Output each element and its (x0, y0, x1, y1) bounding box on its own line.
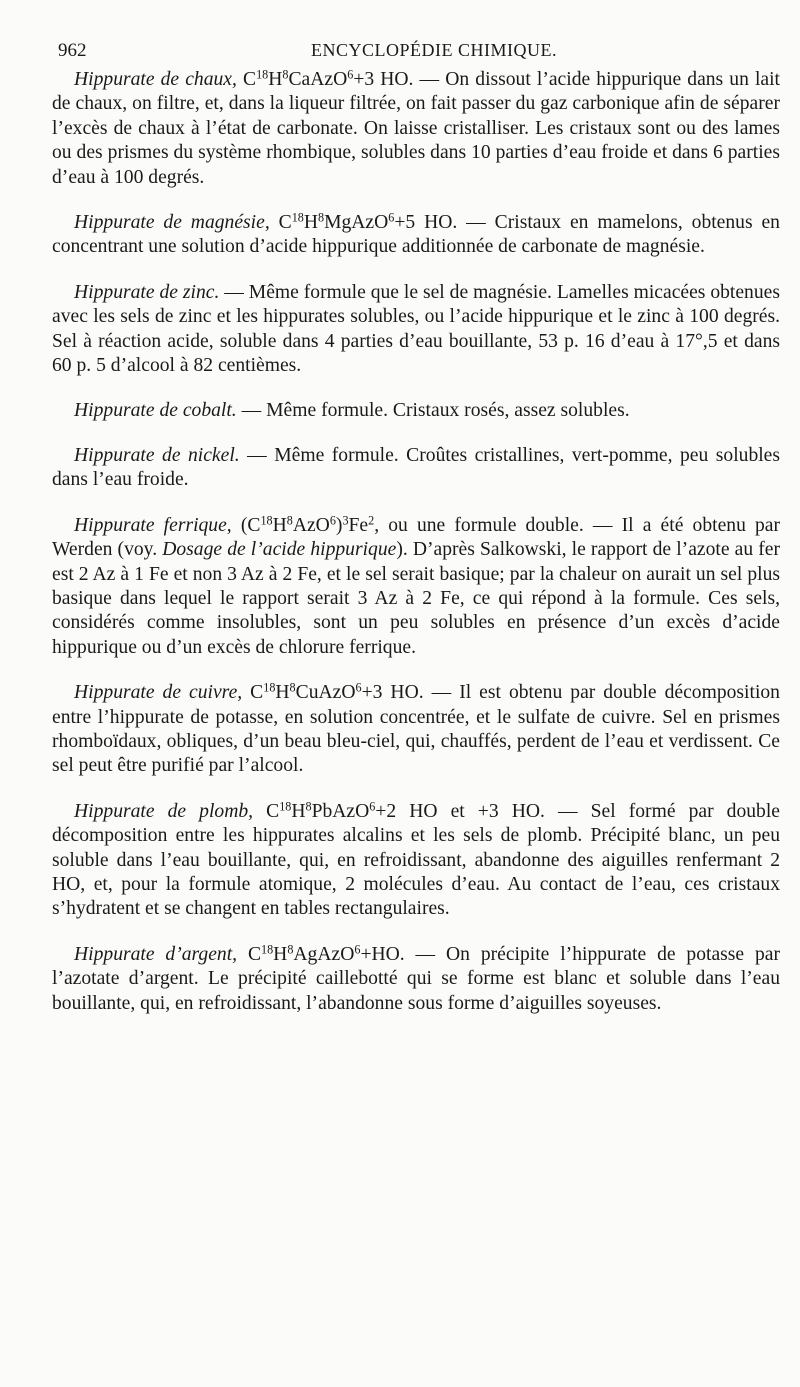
paragraph-text: ). D’après Salkowski, le rapport de l’azote au fer est 2 Az à 1 Fe et non 3 Az à 2 Fe, et le sel serait basique; par la chaleur on aurait un sel plus basique dans lequel le rapport serait 3 Az à 2 Fe, ce qui répond à la formule. Ces sels, considérés comme insolubles, sont un peu solubles en présence d’un excès d’acide hippurique ou d’un excès de chlorure ferrique. (52, 539, 780, 658)
paragraph-title: Hippurate de plomb, (74, 800, 254, 822)
paragraph-text: — Même formule que le sel de magnésie. Lamelles micacées obtenues avec les sels de zinc et les hippurates solubles, ou l’acide hippurique et le zinc à 100 degrés. Sel à réaction acide, soluble dans 4 parties d’eau bouillante, 53 p. 16 d’eau à 17°,5 et dans 60 p. 5 d’alcool à 82 centièmes. (52, 281, 780, 377)
paragraph-title: Hippurate de magnésie, (74, 212, 270, 234)
paragraph-text: ou une formule double. — Il a été obtenu par Werden (voy. (52, 514, 781, 561)
paragraph-text: — Cristaux en mamelons, obtenus en concentrant une solution d’acide hippurique additionnée de carbonate de magnésie. (52, 212, 780, 258)
paragraph-text: — On dissout l’acide hippurique dans un lait de chaux, on filtre, et, dans la liqueur filtrée, on fait passer du gaz carbonique afin de séparer l’excès de chaux à l’état de carbonate. On laisse cristalliser. Les cristaux sont ou des lames ou des prismes du système rhombique, solubles dans 10 parties d’eau froide et dans 6 parties d’eau à 100 degrés. (52, 69, 780, 188)
paragraph-text: — Même formule. Cristaux rosés, assez solubles. (236, 400, 630, 422)
paragraph-hippurate-cuivre (52, 681, 780, 779)
paragraph-title: Hippurate de chaux, (74, 69, 237, 90)
chemical-formula: $C^{18}H^8PbAzO^6+2$ HO et +3 HO. (266, 799, 545, 822)
paragraph-text: — Il est obtenu par double décomposition entre l’hippurate de potasse, en solution concentrée, et le sulfate de cuivre. Sel en prismes rhomboïdaux, obliques, d’un beau bleu-ciel, qui, chauffés, perdent de l’eau et verdissent. Ce sel peut être purifié par l’alcool. (52, 682, 780, 777)
paragraph-hippurate-magnesie (52, 211, 780, 260)
chemical-formula: $C^{18}H^8AgAzO^6+HO$. (247, 942, 405, 965)
paragraph-hippurate-chaux (52, 68, 780, 190)
paragraph-title: Hippurate de cobalt. (74, 400, 237, 422)
chemical-formula: $C^{18}H^8CaAzO^6+3$ HO. (243, 67, 414, 90)
page-number: 962 (58, 40, 87, 61)
chemical-formula: $(C^{18}H^8AzO^6)^3Fe^2$, (240, 513, 380, 536)
paragraph-hippurate-nickel (52, 444, 780, 493)
cross-reference: Dosage de l’acide hippurique (162, 539, 397, 561)
paragraph-text: — On précipite l’hippurate de potasse par l’azotate d’argent. Le précipité caillebotté qui se forme est blanc et soluble dans l’eau bouillante, qui, en refroidissant, l’abandonne sous forme d’aiguilles soyeuses. (52, 943, 780, 1014)
paragraph-hippurate-plomb (52, 800, 780, 922)
paragraph-hippurate-ferrique (52, 514, 780, 660)
body-text (52, 68, 780, 1037)
paragraph-hippurate-zinc (52, 281, 780, 379)
paragraph-title: Hippurate de nickel. (74, 444, 240, 466)
paragraph-text: — Même formule. Croûtes cristallines, vert-pomme, peu solubles dans l’eau froide. (52, 444, 781, 491)
paragraph-hippurate-argent (52, 943, 780, 1016)
chemical-formula: $C^{18}H^8MgAzO^6+5$ HO. (278, 210, 458, 234)
paragraph-title: Hippurate d’argent, (74, 943, 238, 965)
paragraph-hippurate-cobalt (52, 399, 780, 423)
chemical-formula: $C^{18}H^8CuAzO^6+3$ HO. (250, 680, 424, 704)
paragraph-title: Hippurate ferrique, (74, 514, 232, 536)
paragraph-text: — Sel formé par double décomposition entre les hippurates alcalins et les sels de plomb. Précipité blanc, un peu soluble dans l’eau bouillante, qui, en refroidissant, abandonne des aiguilles renfermant 2 HO, et, pour la formule atomique, 2 molécules d’eau. Au contact de l’eau, ces cristaux s’hydratent et se changent en tables rectangulaires. (52, 800, 780, 920)
paragraph-title: Hippurate de cuivre, (74, 682, 243, 704)
running-title: ENCYCLOPÉDIE CHIMIQUE. (311, 40, 557, 60)
page-header (58, 40, 780, 64)
paragraph-title: Hippurate de zinc. (74, 281, 220, 303)
